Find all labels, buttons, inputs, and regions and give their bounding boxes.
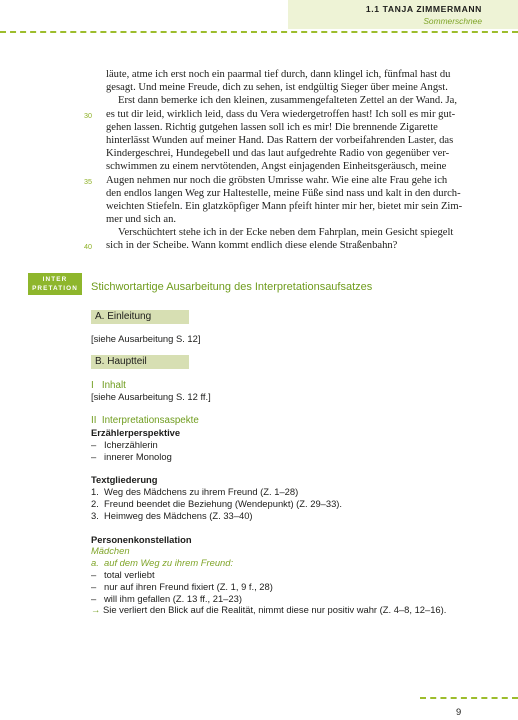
story-line — [106, 147, 450, 160]
story-line — [106, 200, 463, 213]
weg-item: – will ihm gefallen (Z. 13 ff., 21–23) — [91, 592, 242, 604]
story-line — [106, 121, 446, 134]
inhalt-heading: I Inhalt — [91, 379, 126, 391]
tag-line-2: PRETATION — [32, 285, 78, 292]
erzaehler-heading: Erzählerperspektive — [91, 426, 181, 438]
chapter-subtitle: Sommerschnee — [423, 16, 482, 26]
conclusion-line — [91, 604, 511, 616]
story-line-text: schwimmen zu einem nervtötenden, Angst einjagenden Einheitsgeräusch, meine — [106, 161, 447, 173]
chapter-title: 1.1 TANJA ZIMMERMANN — [365, 4, 482, 14]
story-line-text: Augen nehmen nur noch die gröbsten Umrisse wahr. Wie eine alte Frau gehe ich — [106, 174, 448, 186]
story-line-text: gehen lassen. Richtig gutgehen lassen soll ich es mir! Die brennende Zigarette — [106, 121, 438, 133]
story-line — [106, 187, 461, 200]
story-line — [106, 134, 454, 147]
weg-item: – total verliebt — [91, 568, 155, 580]
interpretation-outline — [91, 282, 511, 616]
story-line-text: läute, atme ich erst noch ein paarmal tief durch, dann klingel ich, fünfmal hast du — [106, 69, 451, 80]
inhalt-text: [siehe Ausarbeitung S. 12 ff.] — [91, 391, 211, 403]
line-number: 35 — [84, 176, 92, 186]
personen-heading: Personenkonstellation — [91, 533, 192, 545]
story-line — [84, 108, 456, 121]
story-line — [84, 239, 446, 252]
section-a-text: [siehe Ausarbeitung S. 12] — [91, 332, 201, 344]
story-line — [106, 213, 446, 226]
line-number: 30 — [84, 110, 92, 120]
weg-item: – nur auf ihren Freund fixiert (Z. 1, 9 f., 28) — [91, 580, 273, 592]
story-line-text: Verschüchtert stehe ich in der Ecke neben dem Fahrplan, mein Gesicht spiegelt — [118, 227, 454, 239]
story-line — [84, 174, 448, 187]
textgliederung-heading: Textgliederung — [91, 474, 158, 486]
textgliederung-item: 3. Heimweg des Mädchens (Z. 33–40) — [91, 509, 253, 521]
story-line-text: Erst dann bemerke ich den kleinen, zusammengefalteten Zettel an der Wand. Ja, — [118, 95, 457, 107]
weg-label: a. auf dem Weg zu ihrem Freund: — [91, 557, 234, 569]
section-a-bar: A. Einleitung — [91, 310, 189, 324]
story-line-text: sich in der Scheibe. Wann kommt endlich diese elende Straßenbahn? — [106, 240, 398, 252]
story-line-text: weichten Stiefeln. Ein glatzköpfiger Mann pfeift hinter mir her, bietet mir sein Zim- — [106, 200, 463, 212]
line-number: 40 — [84, 242, 92, 252]
outline-heading: Stichwortartige Ausarbeitung des Interpretationsaufsatzes — [91, 281, 373, 293]
story-line — [106, 81, 446, 94]
footer-divider — [420, 697, 518, 699]
story-line — [106, 68, 451, 81]
story-line-text: mer und sich an. — [106, 214, 177, 226]
page-header — [0, 0, 518, 32]
header-divider — [0, 31, 518, 33]
maedchen-label: Mädchen — [91, 545, 130, 557]
erzaehler-item: – innerer Monolog — [91, 450, 172, 462]
section-b-bar: B. Hauptteil — [91, 355, 189, 369]
story-line — [106, 226, 454, 239]
textgliederung-item: 2. Freund beendet die Beziehung (Wendepunkt) (Z. 29–33). — [91, 497, 343, 509]
story-line — [106, 94, 457, 107]
story-line-text: Kindergeschrei, Hundegebell und das laut aufgedrehte Radio von gegenüber ver- — [106, 148, 450, 160]
story-excerpt — [84, 68, 463, 253]
page-number: 9 — [456, 706, 462, 717]
story-line-text: gesagt. Und meine Freude, dich zu sehen, ist endgültig Sieger über meine Angst. — [106, 82, 448, 94]
interpretation-tag — [28, 273, 82, 295]
aspekte-heading: II Interpretationsaspekte — [91, 415, 199, 427]
story-line-text: den endlos langen Weg zur Haltestelle, meine Füße sind nass und kalt in den durch- — [106, 187, 461, 199]
tag-line-1: INTER — [42, 276, 68, 283]
erzaehler-item: – Icherzählerin — [91, 438, 158, 450]
conclusion-text: Sie verliert den Blick auf die Realität, nimmt diese nur positiv wahr (Z. 4–8, 12–16). — [100, 604, 447, 616]
textgliederung-item: 1. Weg des Mädchens zu ihrem Freund (Z. 1–28) — [91, 486, 299, 498]
arrow-right-icon: → — [91, 604, 101, 616]
story-line-text: es tut dir leid, wirklich leid, dass du Vera wiedergetroffen hast! Ich soll es mir gut- — [106, 108, 456, 120]
story-line — [106, 160, 446, 173]
story-line-text: hinterlässt Wunden auf meiner Hand. Das Rattern der vorbeifahrenden Laster, das — [106, 134, 454, 146]
